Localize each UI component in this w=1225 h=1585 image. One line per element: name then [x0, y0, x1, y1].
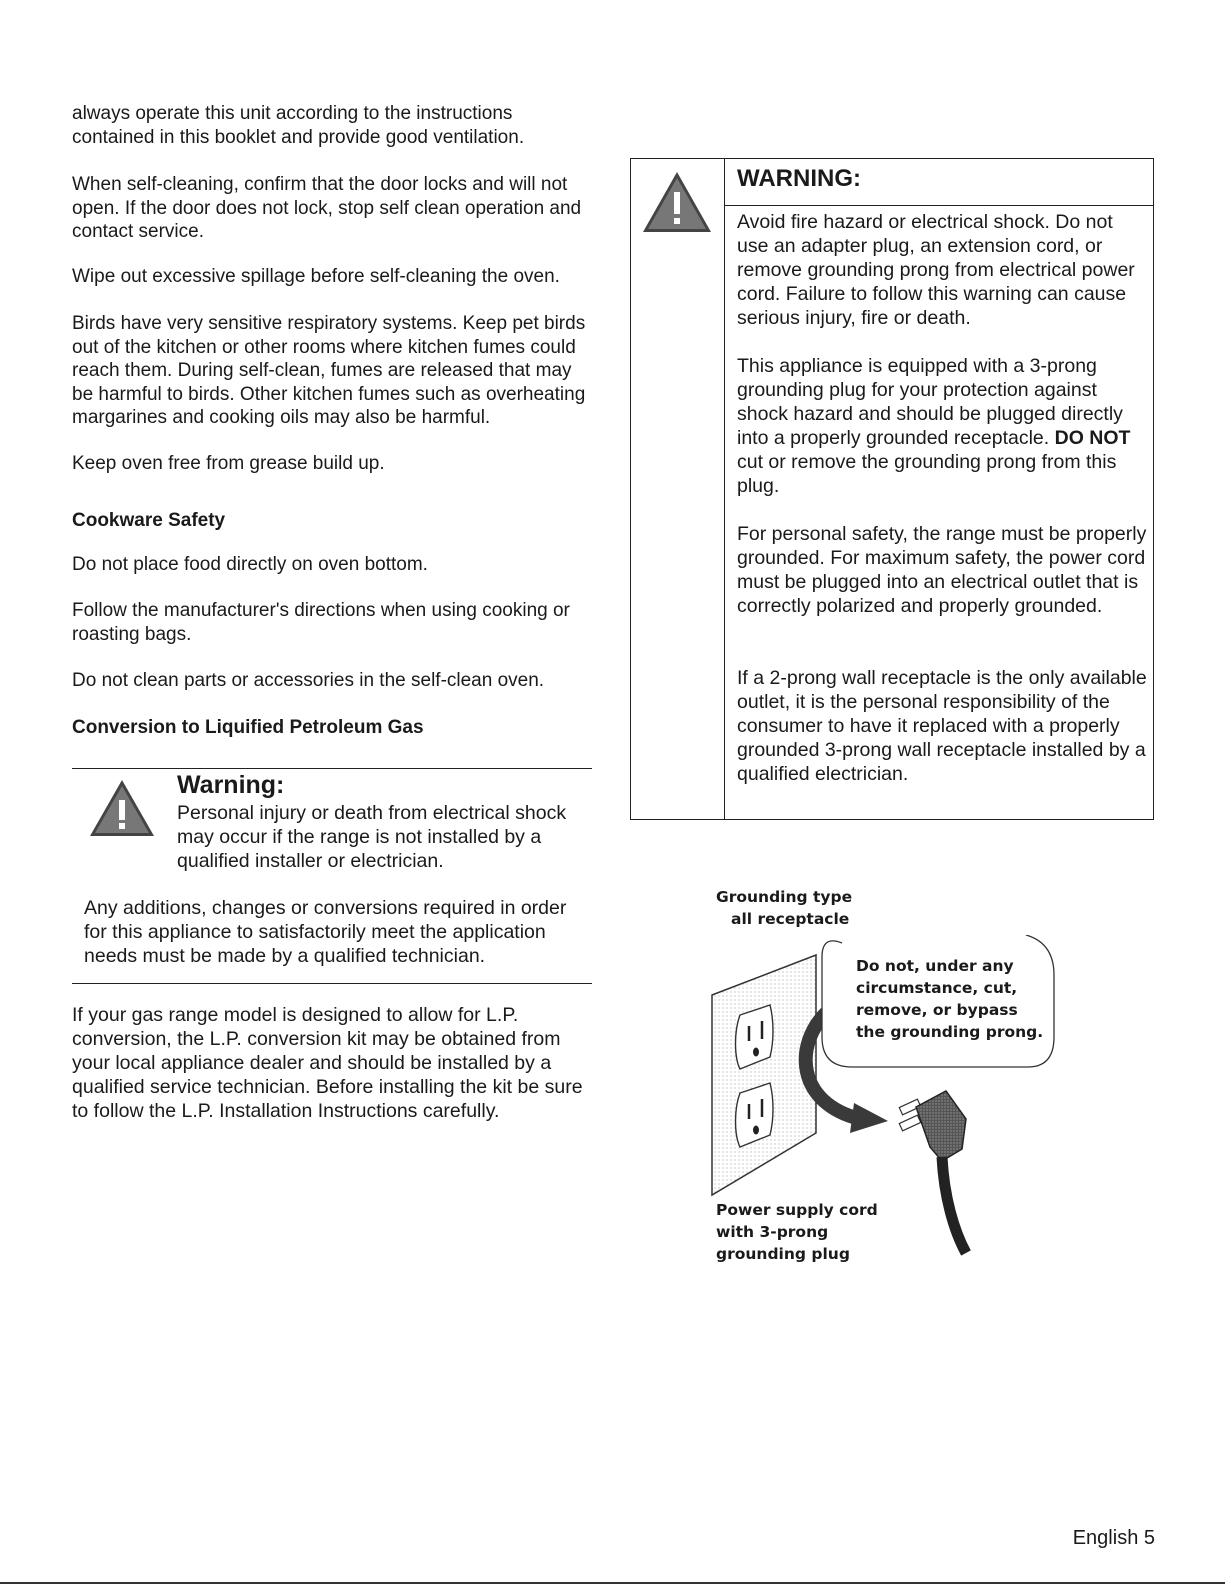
warning-bottom-rule [72, 983, 592, 984]
warning-title: Warning: [177, 771, 285, 799]
warning-text: Personal injury or death from electrical shock may occur if the range is not installed by a qualified installer or electrician. [177, 802, 567, 872]
birds-paragraph: Birds have very sensitive respiratory systems. Keep pet birds out of the kitchen or other rooms where kitchen fumes could reach them. During self-clean, fumes are released that may be harmful to birds. Other kitchen fumes such as overheating margarines and cooking oils may also be harmful. [72, 313, 586, 428]
warning-triangle-icon [641, 170, 713, 234]
self-clean-paragraph: When self-cleaning, confirm that the door locks and will not open. If the door does not lock, stop self clean operation and contact service. [72, 174, 582, 242]
figure-caption-bottom-line-3: grounding plug [716, 1245, 850, 1263]
warning-box-divider-vertical [724, 159, 725, 819]
box-paragraph-1: Avoid fire hazard or electrical shock. Do not use an adapter plug, an extension cord, or remove grounding prong from electrical power cord. Failure to follow this warning can cause serious injury, fire or death. [737, 211, 1135, 329]
figure-caption-bottom-line-1: Power supply cord [716, 1201, 878, 1219]
lp-conversion-heading: Conversion to Liquified Petroleum Gas [72, 717, 424, 738]
box-paragraph-2-emphasis: DO NOT [1054, 427, 1131, 449]
accessories-paragraph: Do not clean parts or accessories in the self-clean oven. [72, 670, 545, 691]
page-number: English 5 [1072, 1527, 1155, 1549]
roasting-bags-paragraph: Follow the manufacturer's directions when using cooking or roasting bags. [72, 600, 570, 645]
figure-caption-bottom-line-2: with 3-prong [716, 1223, 829, 1241]
callout-line-2: circumstance, cut, [856, 979, 1018, 997]
box-paragraph-2 [737, 354, 1149, 498]
figure-caption-top-line-1: Grounding type [716, 888, 853, 906]
box-warning-title: WARNING: [737, 165, 861, 192]
callout-line-1: Do not, under any [856, 957, 1014, 975]
grease-paragraph: Keep oven free from grease build up. [72, 453, 385, 474]
warning-top-rule [72, 768, 592, 769]
box-paragraph-2-text-after: cut or remove the grounding prong from this plug. [737, 451, 1117, 497]
intro-paragraph: always operate this unit according to the instructions contained in this booklet and provide good ventilation. [72, 103, 525, 148]
oven-bottom-paragraph: Do not place food directly on oven bottom. [72, 554, 428, 575]
box-paragraph-3: For personal safety, the range must be properly grounded. For maximum safety, the power cord must be plugged into an electrical outlet that is correctly polarized and properly grounded. [737, 523, 1147, 617]
spillage-paragraph: Wipe out excessive spillage before self-cleaning the oven. [72, 266, 560, 287]
lp-paragraph: If your gas range model is designed to allow for L.P. conversion, the L.P. conversion kit may be obtained from your local appliance dealer and should be installed by a qualified service technician. Before installing the kit be sure to follow the L.P. Installation Instructions carefully. [72, 1004, 583, 1122]
page-bottom-rule [0, 1582, 1225, 1584]
callout-line-3: remove, or bypass [856, 1001, 1018, 1019]
box-paragraph-4: If a 2-prong wall receptacle is the only available outlet, it is the personal responsibility of the consumer to have it replaced with a properly grounded 3-prong wall receptacle installed by a qualified electrician. [737, 667, 1147, 785]
callout-line-4: the grounding prong. [856, 1023, 1044, 1041]
warning-triangle-icon [88, 778, 156, 838]
cookware-safety-heading: Cookware Safety [72, 510, 226, 531]
warning-box-divider-horizontal [724, 205, 1153, 206]
additions-paragraph: Any additions, changes or conversions required in order for this appliance to satisfactorily meet the application needs must be made by a qualified technician. [84, 897, 567, 967]
box-paragraph-2-text: This appliance is equipped with a 3-prong grounding plug for your protection against shock hazard and should be plugged directly into a properly grounded receptacle. [737, 355, 1123, 449]
figure-caption-top-line-2: all receptacle [731, 910, 850, 928]
